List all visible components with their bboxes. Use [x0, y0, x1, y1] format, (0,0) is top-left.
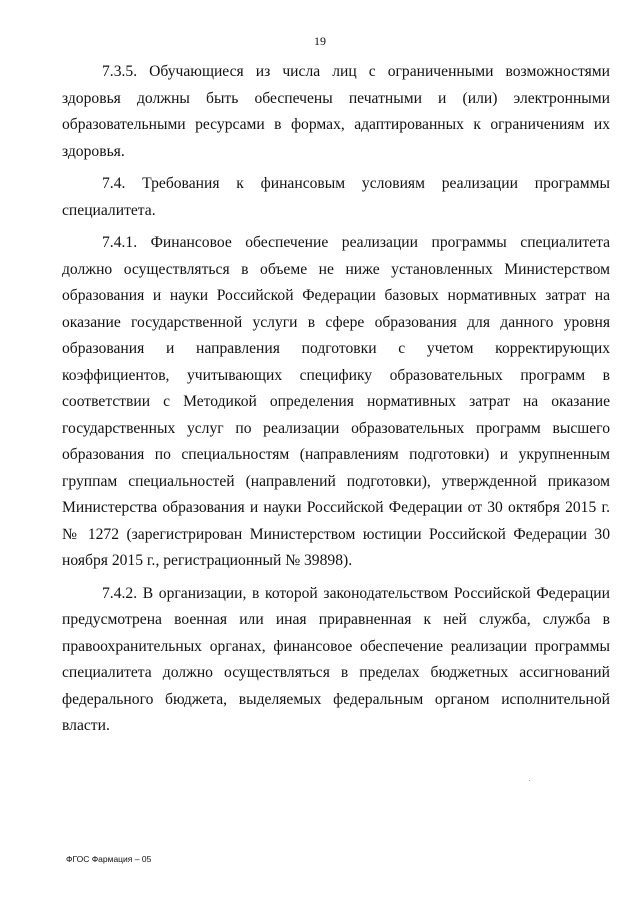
paragraph-7-3-5: 7.3.5. Обучающиеся из числа лиц с ограниченными возможностями здоровья должны быть обеспечены печатными и (или) электронными образовательными ресурсами в формах, адаптированных к ограничениям их здоровья. — [62, 63, 610, 160]
page-footer: ФГОС Фармация – 05 — [66, 854, 152, 864]
paragraph-7-4-2: 7.4.2. В организации, в которой законодательством Российской Федерации предусмотрена военная или иная приравненная к ней служба, служба в правоохранительных органах, финансовое обеспечение реализации программы специалитета должно осуществляться в пределах бюджетных ассигнований федерального бюджета, выделяемых федеральным органом исполнительной власти. — [62, 584, 610, 734]
page-number: 19 — [314, 34, 326, 48]
scan-speck — [529, 780, 530, 781]
document-body — [62, 59, 610, 740]
paragraph-7-4: 7.4. Требования к финансовым условиям реализации программы специалитета. — [62, 175, 610, 219]
paragraph-7-4-1: 7.4.1. Финансовое обеспечение реализации программы специалитета должно осуществляться в объеме не ниже установленных Министерством образования и науки Российской Федерации базовых нормативных затрат на оказание государственной услуги в сфере образования для данного уровня образования и направления подготовки с учетом корректирующих коэффициентов, учитывающих специфику образовательных программ в соответствии с Методикой определения нормативных затрат на оказание государственных услуг по реализации образовательных программ высшего образования по специальностям (направлениям подготовки) и укрупненным группам специальностей (направлений подготовки), утвержденной приказом Министерства образования и науки Российской Федерации от 30 октября 2015 г. № 1272 (зарегистрирован Министерством юстиции Российской Федерации 30 ноября 2015 г., регистрационный № 39898). — [62, 234, 610, 569]
